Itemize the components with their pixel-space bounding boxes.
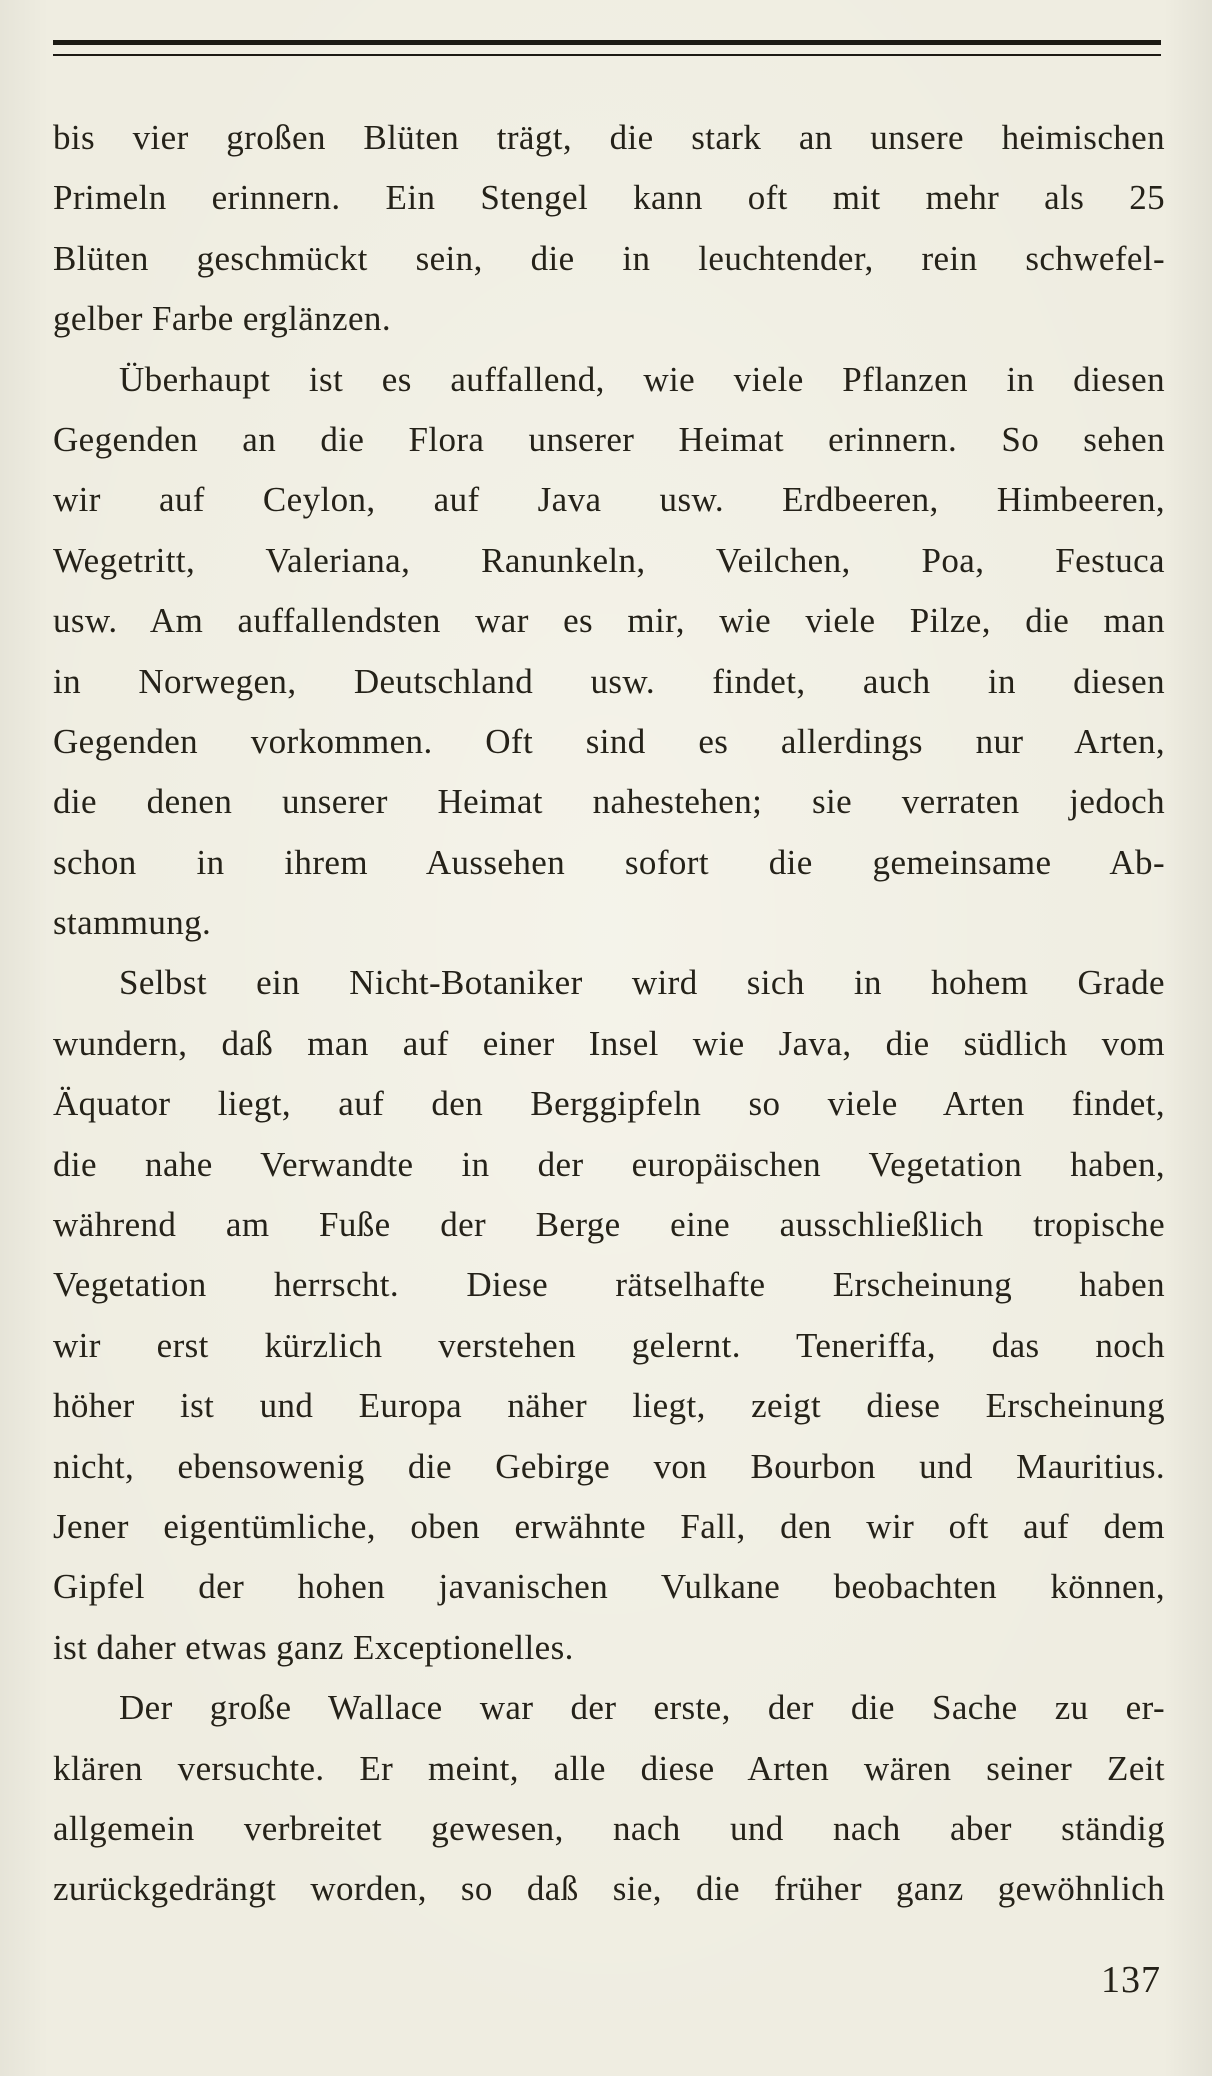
text-line: während am Fuße der Berge eine ausschließlich tropische	[53, 1205, 1165, 1245]
page-number: 137	[1101, 1959, 1161, 2001]
text-line: Der große Wallace war der erste, der die Sache zu er-	[119, 1688, 1165, 1728]
text-line: Selbst ein Nicht-Botaniker wird sich in hohem Grade	[119, 963, 1165, 1003]
text-line: Jener eigentümliche, oben erwähnte Fall, den wir oft auf dem	[53, 1506, 1165, 1546]
text-line: Gegenden an die Flora unserer Heimat erinnern. So sehen	[53, 419, 1165, 459]
text-line: nicht, ebensowenig die Gebirge von Bourbon und Mauritius.	[53, 1446, 1165, 1486]
text-line: klären versuchte. Er meint, alle diese Arten wären seiner Zeit	[53, 1748, 1165, 1788]
text-line: Vegetation herrscht. Diese rätselhafte Erscheinung haben	[53, 1265, 1165, 1305]
text-line: usw. Am auffallendsten war es mir, wie viele Pilze, die man	[53, 601, 1165, 641]
text-line: Blüten geschmückt sein, die in leuchtender, rein schwefel-	[53, 238, 1165, 278]
text-line: Äquator liegt, auf den Berggipfeln so viele Arten findet,	[53, 1084, 1165, 1124]
text-line: ist daher etwas ganz Exceptionelles.	[53, 1627, 574, 1667]
header-rule-thin	[53, 54, 1161, 56]
text-line: allgemein verbreitet gewesen, nach und nach aber ständig	[53, 1808, 1165, 1848]
header-rule-thick	[53, 40, 1161, 45]
body-text	[53, 108, 1165, 1920]
text-line: zurückgedrängt worden, so daß sie, die früher ganz gewöhnlich	[53, 1869, 1165, 1909]
text-line: wundern, daß man auf einer Insel wie Java, die südlich vom	[53, 1023, 1165, 1063]
text-line: in Norwegen, Deutschland usw. findet, auch in diesen	[53, 661, 1165, 701]
text-line: die denen unserer Heimat nahestehen; sie verraten jedoch	[53, 782, 1165, 822]
text-line: höher ist und Europa näher liegt, zeigt diese Erscheinung	[53, 1386, 1165, 1426]
text-line: Überhaupt ist es auffallend, wie viele Pflanzen in diesen	[119, 359, 1165, 399]
text-line: wir auf Ceylon, auf Java usw. Erdbeeren, Himbeeren,	[53, 480, 1165, 520]
text-line: wir erst kürzlich verstehen gelernt. Teneriffa, das noch	[53, 1325, 1165, 1365]
text-line: stammung.	[53, 903, 212, 943]
text-line: Gipfel der hohen javanischen Vulkane beobachten können,	[53, 1567, 1165, 1607]
text-line: Primeln erinnern. Ein Stengel kann oft mit mehr als 25	[53, 178, 1165, 218]
text-line: Gegenden vorkommen. Oft sind es allerdings nur Arten,	[53, 721, 1165, 761]
text-line: gelber Farbe erglänzen.	[53, 299, 391, 339]
text-line: schon in ihrem Aussehen sofort die gemeinsame Ab-	[53, 842, 1165, 882]
text-line: bis vier großen Blüten trägt, die stark an unsere heimischen	[53, 118, 1165, 157]
text-line: die nahe Verwandte in der europäischen Vegetation haben,	[53, 1144, 1165, 1184]
text-line: Wegetritt, Valeriana, Ranunkeln, Veilchen, Poa, Festuca	[53, 540, 1165, 580]
